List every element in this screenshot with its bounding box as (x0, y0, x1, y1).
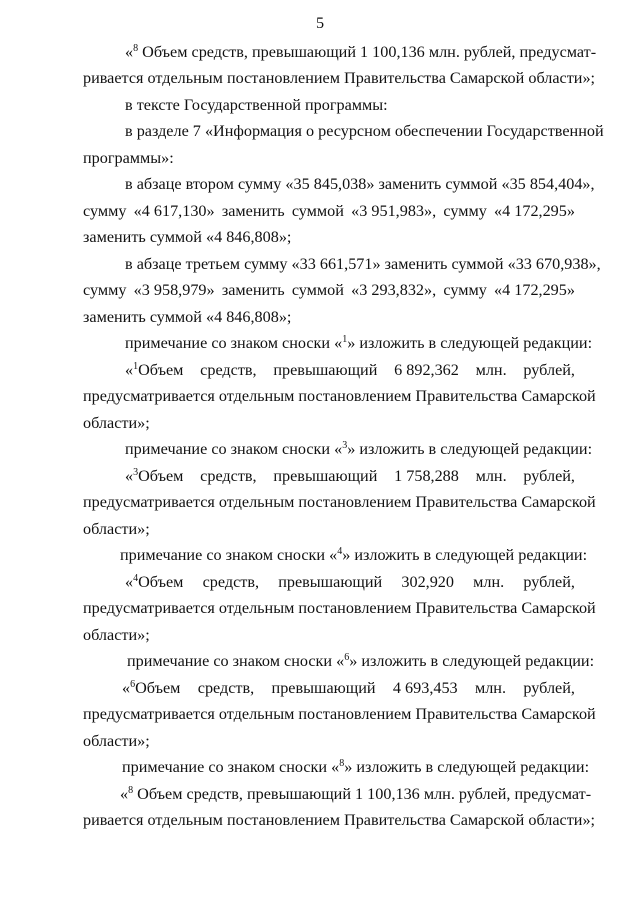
text-line: предусматривается отдельным постановлением Правительства Самарской (83, 387, 596, 405)
text-line: ривается отдельным постановлением Правительства Самарской области»; (83, 811, 596, 829)
footnote-mark: 1 (133, 361, 139, 372)
footnote-mark: 4 (133, 573, 139, 584)
word: млн. (475, 467, 507, 485)
text-line (120, 545, 587, 565)
text-line: области»; (83, 520, 150, 538)
text-line: области»; (83, 414, 150, 432)
footnote-mark: 6 (130, 679, 136, 690)
word: «4 172,295» (494, 281, 575, 299)
text-fragment: Объем (138, 361, 184, 379)
text-line: ривается отдельным постановлением Правительства Самарской области»; (83, 69, 596, 87)
word: 1 758,288 (394, 467, 459, 485)
text-fragment: примечание со знаком сноски « (122, 758, 340, 776)
text-fragment: примечание со знаком сноски « (125, 334, 343, 352)
word: превышающий (278, 573, 383, 591)
text-line (127, 651, 594, 671)
text-fragment: « (125, 467, 134, 485)
text-fragment: « (120, 785, 129, 803)
text-line (122, 757, 589, 777)
word: суммой (291, 202, 344, 220)
word: заменить (221, 202, 285, 220)
word: рублей, (523, 467, 575, 485)
text-line (125, 333, 592, 353)
text-fragment: Объем (138, 467, 184, 485)
text-line-justified (83, 201, 575, 221)
word: превышающий (273, 467, 378, 485)
footnote-mark: 6 (344, 652, 350, 663)
text-fragment: » изложить в следующей редакции: (344, 758, 590, 776)
text-fragment: « (122, 679, 131, 697)
word: 4 693,453 (392, 679, 458, 697)
footnote-mark: 8 (128, 785, 134, 796)
text-line: в разделе 7 «Информация о ресурсном обеспечении Государственной (125, 122, 604, 140)
word: сумму (443, 202, 487, 220)
text-line (125, 439, 592, 459)
word: превышающий (273, 361, 378, 379)
word (125, 466, 183, 486)
text-line: области»; (83, 732, 150, 750)
footnote-mark: 8 (339, 758, 345, 769)
text-line: предусматривается отдельным постановлением Правительства Самарской (83, 705, 596, 723)
word: 6 892,362 (394, 361, 459, 379)
text-line: в абзаце третьем сумму «33 661,571» заменить суммой «33 670,938», (125, 255, 601, 273)
text-fragment: « (125, 361, 134, 379)
text-line: в абзаце втором сумму «35 845,038» заменить суммой «35 854,404», (125, 175, 595, 193)
text-fragment: примечание со знаком сноски « (125, 440, 343, 458)
text-line-justified (125, 466, 575, 486)
word (122, 678, 180, 698)
text-line (125, 42, 596, 62)
text-fragment: « (125, 573, 134, 591)
word: средств, (200, 361, 257, 379)
text-line (120, 784, 591, 804)
page-number: 5 (315, 14, 325, 32)
text-line: области»; (83, 626, 150, 644)
word (125, 360, 183, 380)
text-fragment: Объем (135, 679, 181, 697)
text-fragment: Объем (138, 573, 184, 591)
word: «3 958,979» (133, 281, 215, 299)
word: сумму (83, 281, 127, 299)
word: средств, (200, 467, 257, 485)
word: млн. (475, 361, 507, 379)
footnote-mark: 3 (342, 440, 348, 451)
text-line: заменить суммой «4 846,808»; (83, 228, 292, 246)
word (125, 572, 183, 592)
word: сумму (83, 202, 127, 220)
text-line: заменить суммой «4 846,808»; (83, 308, 292, 326)
text-fragment: » изложить в следующей редакции: (347, 334, 593, 352)
text-fragment: Объем средств, превышающий 1 100,136 млн. рублей, предусмат- (138, 43, 597, 61)
word: «4 617,130» (133, 202, 215, 220)
text-line: предусматривается отдельным постановлением Правительства Самарской (83, 599, 596, 617)
footnote-mark: 3 (133, 467, 139, 478)
word: «3 293,832», (351, 281, 437, 299)
text-fragment: примечание со знаком сноски « (127, 652, 345, 670)
text-fragment: » изложить в следующей редакции: (342, 546, 588, 564)
text-line-justified (83, 280, 575, 300)
word: «3 951,983», (351, 202, 437, 220)
word: сумму (443, 281, 487, 299)
word: заменить (221, 281, 285, 299)
text-line-justified (122, 678, 575, 698)
text-line-justified (125, 572, 575, 592)
text-fragment: « (125, 43, 134, 61)
word: млн. (474, 679, 507, 697)
text-line: в тексте Государственной программы: (125, 96, 388, 114)
word: средств, (202, 573, 260, 591)
footnote-mark: 4 (337, 546, 343, 557)
word: рублей, (523, 361, 575, 379)
word: превышающий (271, 679, 376, 697)
text-line: предусматривается отдельным постановлением Правительства Самарской (83, 493, 596, 511)
word: «4 172,295» (494, 202, 575, 220)
text-line: программы»: (83, 149, 174, 167)
footnote-mark: 8 (133, 43, 139, 54)
text-fragment: примечание со знаком сноски « (120, 546, 338, 564)
word: рублей, (523, 679, 575, 697)
word: средств, (197, 679, 255, 697)
text-fragment: » изложить в следующей редакции: (347, 440, 593, 458)
text-fragment: Объем средств, превышающий 1 100,136 млн. рублей, предусмат- (133, 785, 592, 803)
text-line-justified (125, 360, 575, 380)
word: 302,920 (401, 573, 454, 591)
word: суммой (291, 281, 344, 299)
word: рублей, (523, 573, 575, 591)
word: млн. (473, 573, 505, 591)
footnote-mark: 1 (342, 334, 348, 345)
text-fragment: » изложить в следующей редакции: (349, 652, 595, 670)
